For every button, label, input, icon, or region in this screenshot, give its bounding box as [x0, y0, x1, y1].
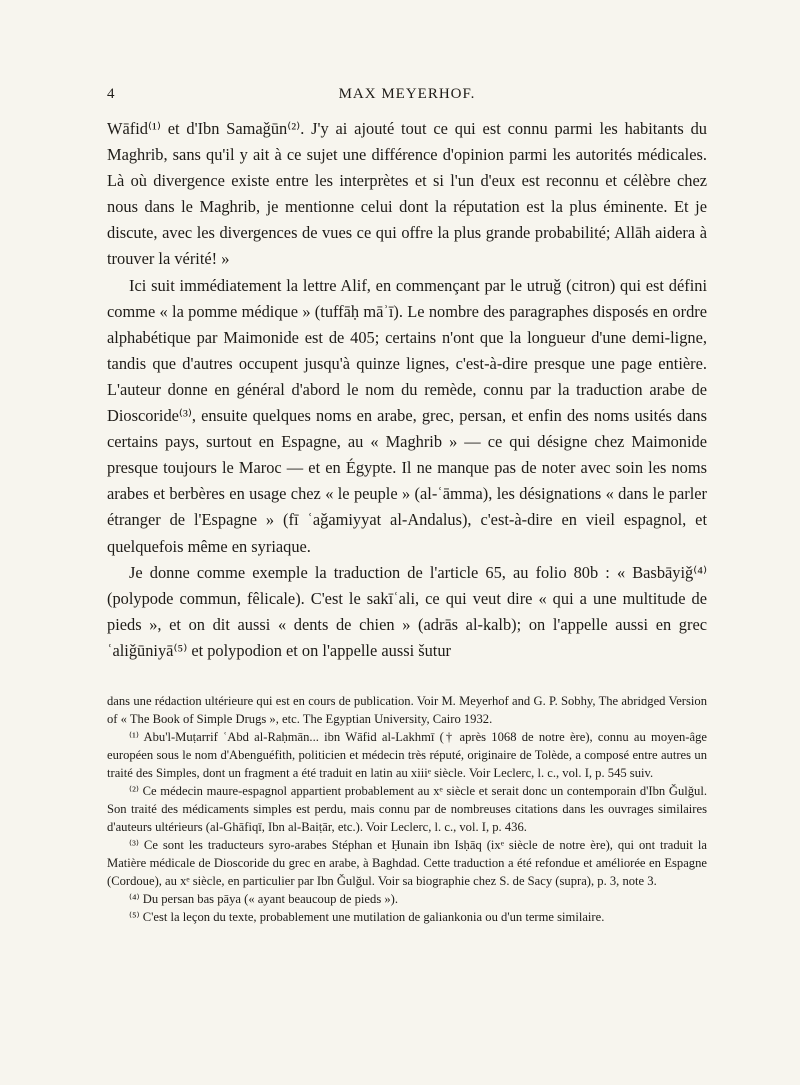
- footnote-5: ⁽⁵⁾ C'est la leçon du texte, probablement une mutilation de galiankonia ou d'un terme similaire.: [129, 909, 605, 924]
- page: [107, 86, 707, 926]
- footnote-1: ⁽¹⁾ Abu'l-Muṭarrif ʿAbd al-Raḥmān... ibn Wāfid al-Lakhmī († après 1068 de notre ère), connu au moyen-âge européen sous le nom d'Abenguéfith, politicien et médecin très réputé, originaire de Tolède, a composé entre autres un traité des Simples, dont un fragment a été traduit en latin au xiiiᵉ siècle. Voir Leclerc, l. c., vol. I, p. 545 suiv.: [107, 729, 707, 780]
- body-paragraph-2: Ici suit immédiatement la lettre Alif, en commençant par le utruǧ (citron) qui est défini comme « la pomme médique » (tuffāḥ māʾī). Le nombre des paragraphes disposés en ordre alphabétique par Maimonide est de 405; certains n'ont que la longueur d'une demi-ligne, tandis que d'autres occupent jusqu'à quinze lignes, c'est-à-dire presque une page entière. L'auteur donne en général d'abord le nom du remède, connu par la traduction arabe de Dioscoride⁽³⁾, ensuite quelques noms en arabe, grec, persan, et enfin des noms usités dans certains pays, surtout en Espagne, au « Maghrib » — ce qui désigne chez Maimonide presque toujours le Maroc — et en Égypte. Il ne manque pas de noter avec soin les noms arabes et berbères en usage chez « le peuple » (al-ʿāmma), les désignations « dans le parler étranger de l'Espagne » (fī ʿaǧamiyyat al-Andalus), c'est-à-dire en vieil espagnol, et quelquefois même en syriaque.: [107, 275, 707, 556]
- footnote-continuation: dans une rédaction ultérieure qui est en cours de publication. Voir M. Meyerhof and G. P. Sobhy, The abridged Version of « The Book of Simple Drugs », etc. The Egyptian University, Cairo 1932.: [107, 693, 707, 726]
- footnote-2: ⁽²⁾ Ce médecin maure-espagnol appartient probablement au xᵉ siècle et serait donc un contemporain d'Ibn Ǧulǧul. Son traité des médicaments simples est perdu, mais connu par de nombreuses citations dans les ouvrages similaires d'auteurs ultérieurs (al-Ghāfiqī, Ibn al-Baiṭār, etc.). Voir Leclerc, l. c., vol. I, p. 436.: [107, 783, 707, 834]
- body-paragraph-1: Wāfid⁽¹⁾ et d'Ibn Samaǧūn⁽²⁾. J'y ai ajouté tout ce qui est connu parmi les habitants du Maghrib, sans qu'il y ait à ce sujet une différence d'opinion parmi les autorités médicales. Là où divergence existe entre les interprètes et si l'un d'eux est reconnu et célèbre chez nous dans le Maghrib, je mentionne celui dont la réputation est la plus éminente. Et je discute, avec les divergences de vues ce qui offre la plus grande probabilité; Allāh aidera à trouver la vérité! »: [107, 119, 707, 269]
- footnote-4: ⁽⁴⁾ Du persan bas pāya (« ayant beaucoup de pieds »).: [129, 891, 399, 906]
- body-text: [107, 116, 707, 664]
- running-title: MAX MEYERHOF.: [338, 86, 476, 102]
- footnote-3: ⁽³⁾ Ce sont les traducteurs syro-arabes Stéphan et Ḥunain ibn Isḥāq (ixᵉ siècle de notre ère), qui ont traduit la Matière médicale de Dioscoride du grec en arabe, à Baghdad. Cette traduction a été refondue et améliorée en Espagne (Cordoue), au xᵉ siècle, en particulier par Ibn Ǧulǧul. Voir sa biographie chez S. de Sacy (supra), p. 3, note 3.: [107, 837, 707, 888]
- page-number: 4: [107, 86, 116, 102]
- footnotes: [107, 692, 707, 926]
- body-paragraph-3: Je donne comme exemple la traduction de l'article 65, au folio 80b : « Basbāyiǧ⁽⁴⁾ (polypode commun, fêlicale). C'est le sakīʿali, ce qui veut dire « qui a une multitude de pieds », et on dit aussi « dents de chien » (adrās al-kalb); on l'appelle aussi en grec ʿaliǧūniyā⁽⁵⁾ et polypodion et on l'appelle aussi šutur: [107, 562, 707, 660]
- running-header: [107, 86, 707, 108]
